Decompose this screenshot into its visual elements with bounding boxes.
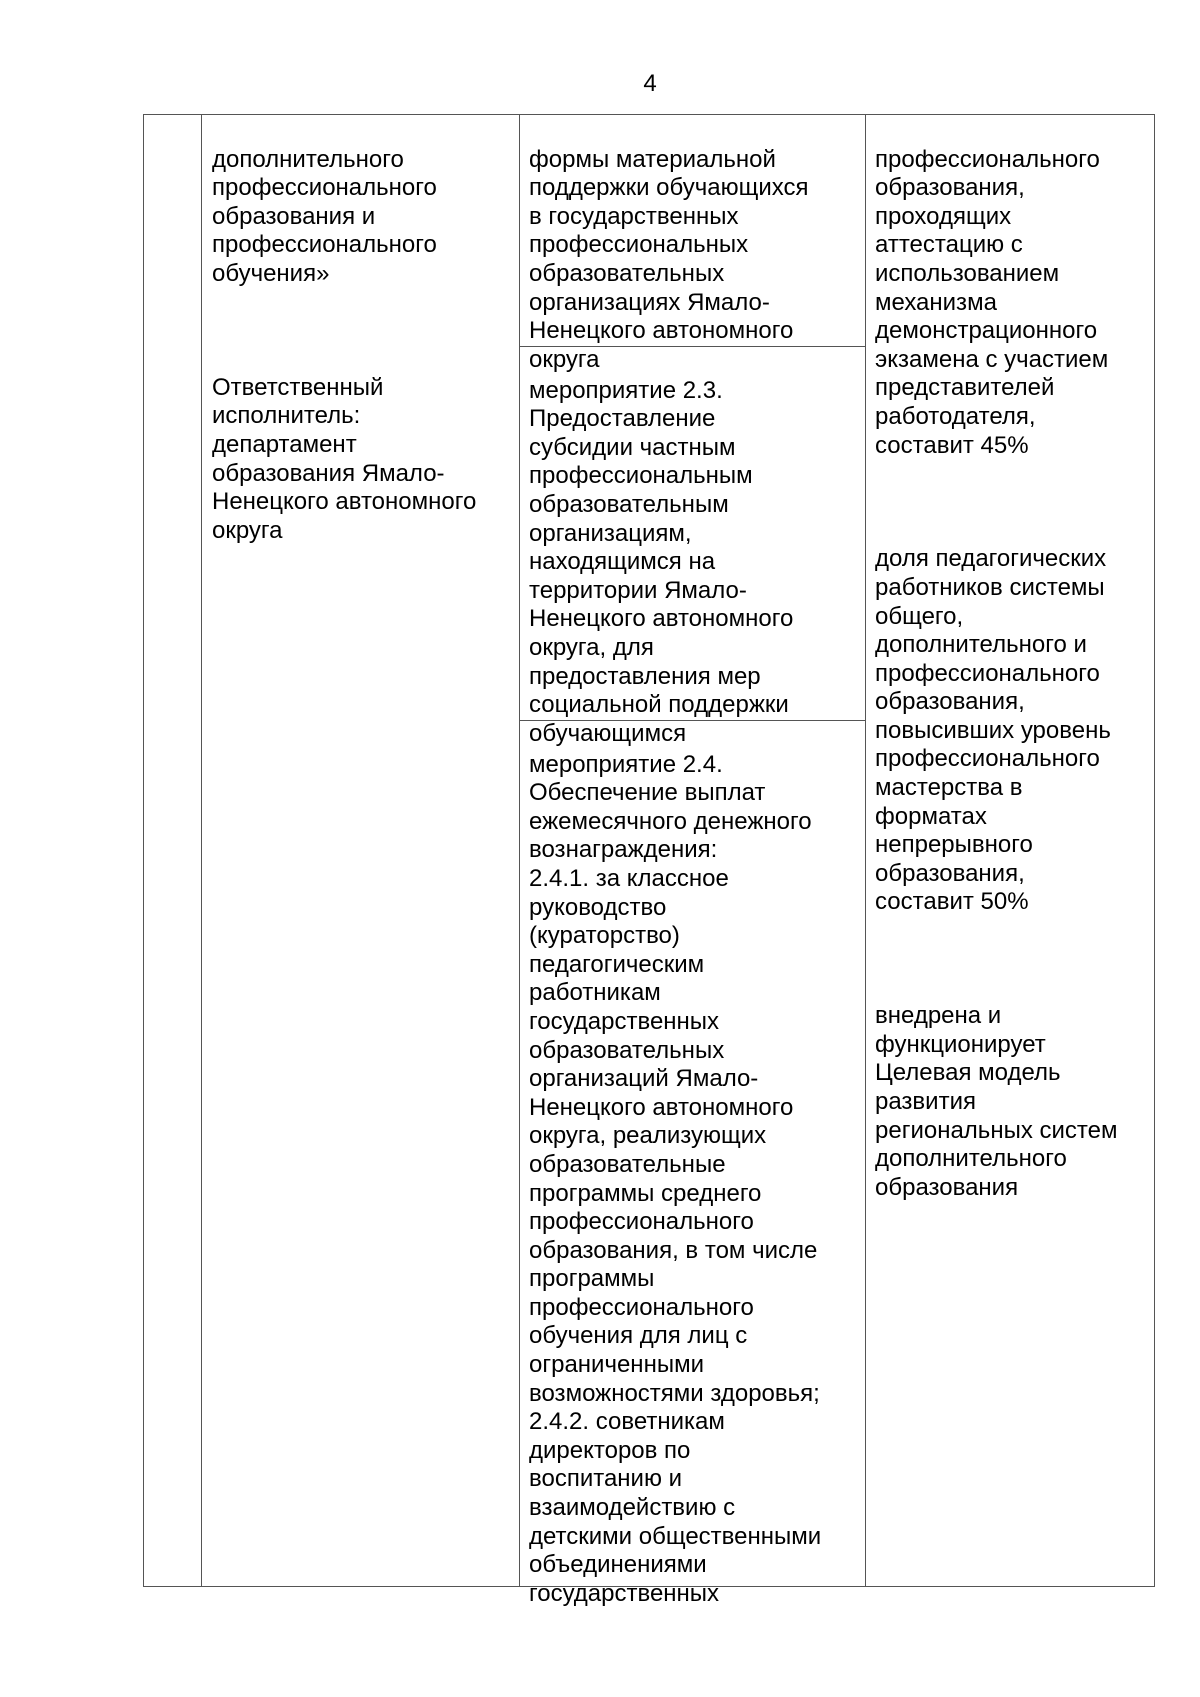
program-column-cell (212, 117, 512, 574)
activity-2-4-cell (529, 722, 863, 1637)
program-name-text: дополнительного профессионального образования и профессионального обучения» (212, 145, 437, 287)
paragraph-gap (875, 489, 1153, 517)
column-divider-3 (865, 114, 866, 1587)
paragraph-gap (875, 946, 1153, 974)
result-3-text: внедрена и функционирует Целевая модель развития региональных систем дополнительного образования (875, 1002, 1118, 1201)
results-column-cell (875, 117, 1153, 1231)
result-1-text: профессионального образования, проходящих аттестацию с использованием механизма демонстрационного экзамена с участием представителей работодателя, составит 45% (875, 145, 1109, 459)
table-left-border (143, 114, 144, 1587)
responsible-executor-text: Ответственный исполнитель: департамент образования Ямало- Ненецкого автономного округа (212, 373, 477, 544)
table-top-border (143, 114, 1154, 115)
column-divider-1 (201, 114, 202, 1587)
result-2-text: доля педагогических работников системы общего, дополнительного и профессионального образования, повысивших уровень профессионального мастерства в форматах непрерывного образования, составит 50% (875, 545, 1111, 916)
activity-2-3-cell (529, 348, 863, 777)
paragraph-gap (212, 317, 512, 345)
activity-2-3-text: мероприятие 2.3. Предоставление субсидии частным профессиональным образовательным организациям, находящимся на территории Ямало- Ненецкого автономного округа, для предоставления мер социальной поддержки обучающимся (529, 376, 794, 747)
column-divider-2 (519, 114, 520, 1587)
activity-2-2-text: формы материальной поддержки обучающихся в государственных профессиональных образовательных организациях Ямало- Ненецкого автономного округа (529, 145, 809, 373)
page-number: 4 (643, 70, 657, 97)
activity-2-4-text: мероприятие 2.4. Обеспечение выплат ежемесячного денежного вознаграждения: 2.4.1. за классное руководство (кураторство) педагогическим работникам государственных образовательных организаций Ямало- Ненецкого автономного округа, реализующих образовательные программы среднего профессионального образования, в том числе программы профессионального обучения для лиц с ограниченными возможностями здоровья; 2.4.2. советникам директоров по воспитанию и взаимодействию с детскими общественными объединениями государственных (529, 750, 822, 1607)
table-right-border (1154, 114, 1155, 1587)
